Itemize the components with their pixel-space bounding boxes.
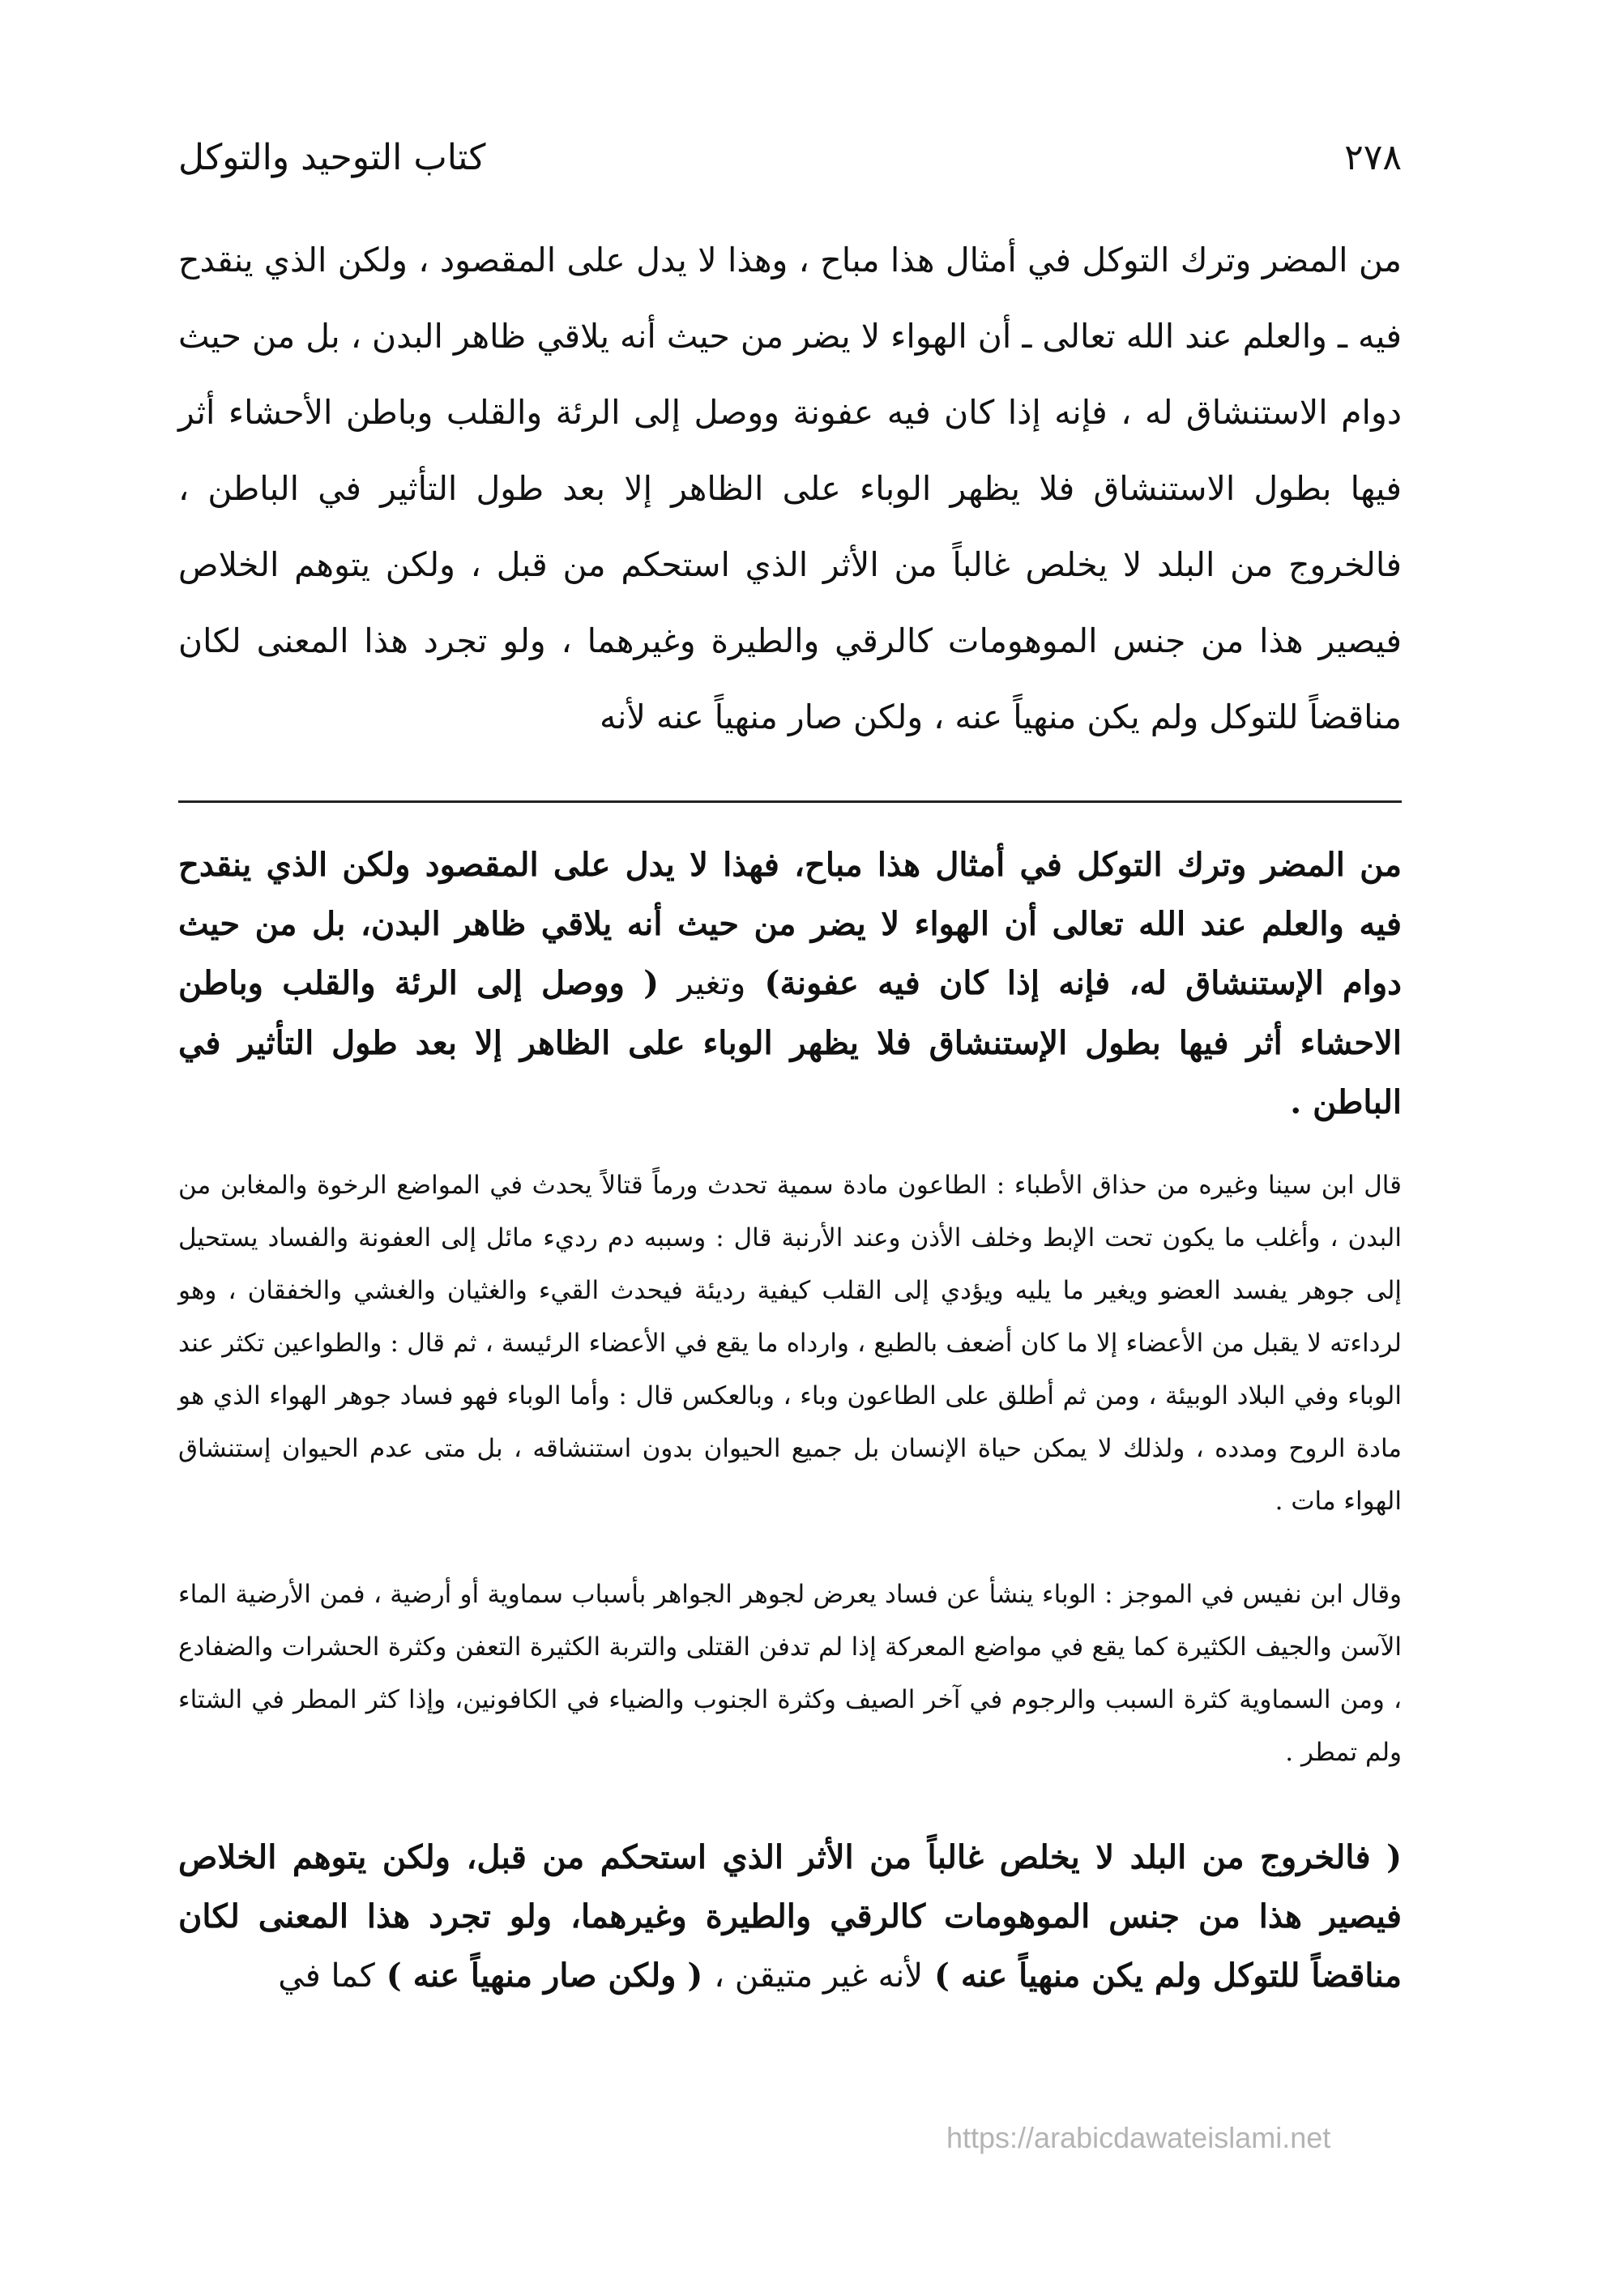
plain-segment: كما في	[278, 1957, 375, 1995]
commentary-block-1	[178, 835, 1402, 1132]
plain-segment: لأنه غير متيقن ،	[714, 1957, 924, 1995]
bold-segment: ( ووصل إلى الرئة والقلب وباطن الاحشاء أثر فيها بطول الإستنشاق فلا يظهر الوباء على الظاهر إلا بعد طول التأثير في الباطن .	[178, 964, 1402, 1121]
main-paragraph: من المضر وترك التوكل في أمثال هذا مباح ، وهذا لا يدل على المقصود ، ولكن الذي ينقدح فيه ـ والعلم عند الله تعالى ـ أن الهواء لا يضر من حيث أنه يلاقي ظاهر البدن ، بل من حيث دوام الاستنشاق له ، فإنه إذا كان فيه عفونة ووصل إلى الرئة والقلب وباطن الأحشاء أثر فيها بطول الاستنشاق فلا يظهر الوباء على الظاهر إلا بعد طول التأثير في الباطن ، فالخروج من البلد لا يخلص غالباً من الأثر الذي استحكم من قبل ، ولكن يتوهم الخلاص فيصير هذا من جنس الموهومات كالرقي والطيرة وغيرهما ، ولو تجرد هذا المعنى لكان مناقضاً للتوكل ولم يكن منهياً عنه ، ولكن صار منهياً عنه لأنه	[178, 241, 1403, 736]
bold-segment: ( ولكن صار منهياً عنه )	[386, 1957, 703, 1995]
footnote-ibn-nafis: وقال ابن نفيس في الموجز : الوباء ينشأ عن فساد يعرض لجوهر الجواهر بأسباب سماوية أو أرضية ، فمن الأرضية الماء الآسن والجيف الكثيرة كما يقع في مواضع المعركة إذا لم تدفن القتلى والتربة الكثيرة التعفن وكثرة الحشرات والضفادع ، ومن السماوية كثرة السبب والرجوم في آخر الصيف وكثرة الجنوب والضياء في الكافونين، وإذا كثر المطر في الشتاء ولم تمطر .	[178, 1580, 1402, 1767]
book-page	[178, 89, 1402, 2260]
page-number: ٢٧٨	[1344, 137, 1402, 178]
commentary	[178, 835, 1402, 2006]
commentary-block-2	[178, 1828, 1402, 2006]
bold-segment: ( فالخروج من البلد لا يخلص غالباً من الأثر الذي استحكم من قبل، ولكن يتوهم الخلاص فيصير هذا من جنس الموهومات كالرقي والطيرة وغيرهما، ولو تجرد هذا المعنى لكان مناقضاً للتوكل ولم يكن منهياً عنه )	[178, 1838, 1402, 1995]
running-header	[178, 89, 1402, 178]
bold-segment: من المضر وترك التوكل في أمثال هذا مباح، فهذا لا يدل على المقصود ولكن الذي ينقدح فيه والعلم عند الله تعالى أن الهواء لا يضر من حيث أنه يلاقي ظاهر البدن، بل من حيث دوام الإستنشاق له، فإنه إذا كان فيه عفونة)	[178, 846, 1402, 1002]
main-text	[178, 222, 1402, 755]
watermark-url: https://arabicdawateislami.net	[946, 2121, 1331, 2154]
footnote-ibn-sina: قال ابن سينا وغيره من حذاق الأطباء : الطاعون مادة سمية تحدث ورماً قتالاً يحدث في المواضع الرخوة والمغابن من البدن ، وأغلب ما يكون تحت الإبط وخلف الأذن وعند الأرنبة قال : وسببه دم رديء مائل إلى العفونة والفساد يستحيل إلى جوهر يفسد العضو ويغير ما يليه ويؤدي إلى القلب كيفية رديئة فيحدث القيء والغثيان والغشي والخفقان ، وهو لرداءته لا يقبل من الأعضاء إلا ما كان أضعف بالطبع ، وارداه ما يقع في الأعضاء الرئيسة ، ثم قال : والطواعين تكثر عند الوباء وفي البلاد الوبيئة ، ومن ثم أطلق على الطاعون وباء ، وبالعكس قال : وأما الوباء فهو فساد جوهر الهواء الذي هو مادة الروح ومدده ، ولذلك لا يمكن حياة الإنسان بل جميع الحيوان بدون استنشاقه ، بل متى عدم الحيوان إستنشاق الهواء مات .	[178, 1171, 1403, 1516]
plain-segment: وتغير	[677, 965, 746, 1002]
book-title: كتاب التوحيد والتوكل	[178, 137, 486, 178]
separator-rule	[178, 800, 1402, 803]
